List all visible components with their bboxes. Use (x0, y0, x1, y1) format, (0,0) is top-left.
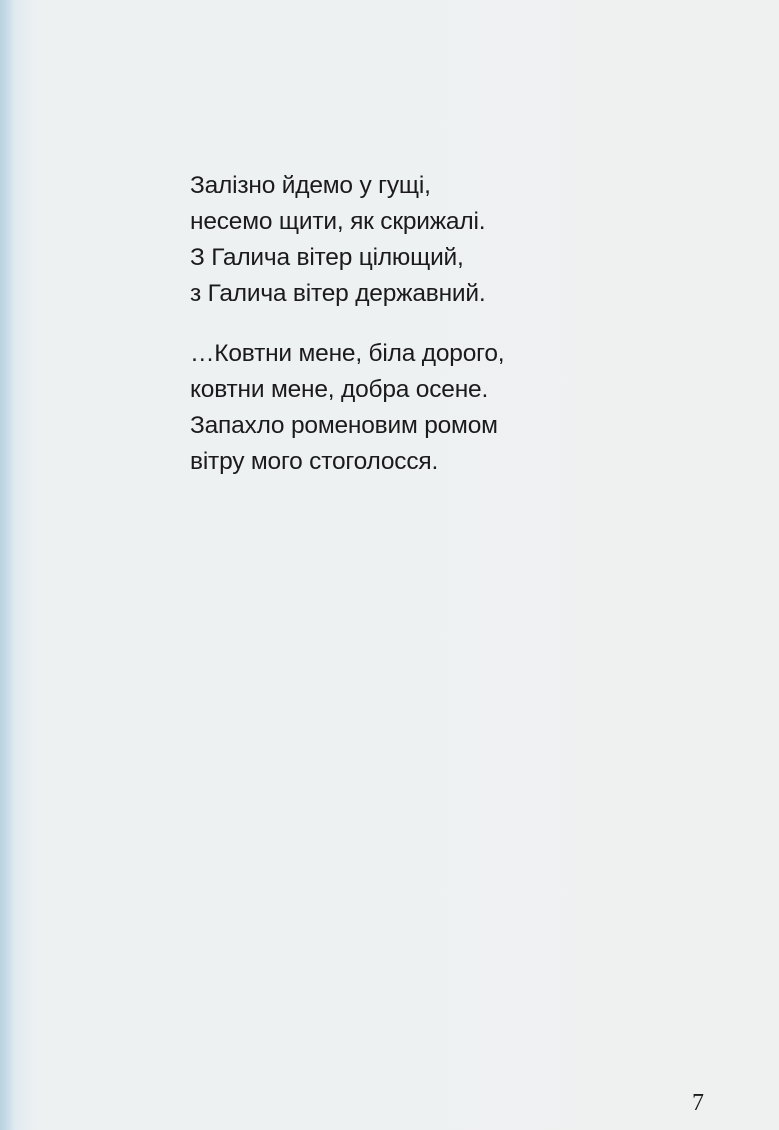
poem-line: …Ковтни мене, біла дорого, (190, 340, 505, 367)
poem-line: несемо щити, як скрижалі. (190, 208, 486, 235)
poem-line: вітру мого стоголосся. (190, 448, 439, 475)
page-number: 7 (692, 1090, 704, 1116)
poem-line: З Галича вітер цілющий, (190, 244, 464, 271)
poem-line: Залізно йдемо у гущі, (190, 172, 431, 199)
poem-line: з Галича вітер державний. (190, 280, 486, 307)
page-edge-tint (0, 0, 14, 1130)
poem-line: Запахло роменовим ромом (190, 412, 498, 439)
poem-line: ковтни мене, добра осене. (190, 376, 489, 403)
poem-stanza-2 (190, 336, 504, 480)
poem-stanza-1 (190, 168, 485, 312)
